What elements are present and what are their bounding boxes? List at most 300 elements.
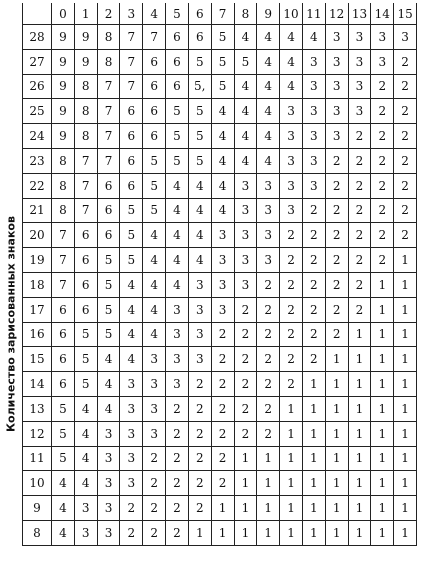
table-cell: 3 xyxy=(325,49,348,74)
table-cell: 2 xyxy=(302,322,325,347)
row-label: 15 xyxy=(23,347,52,372)
table-cell: 7 xyxy=(97,124,120,149)
column-header: 4 xyxy=(143,3,166,25)
table-cell: 3 xyxy=(166,347,189,372)
table-cell: 1 xyxy=(348,322,371,347)
table-cell: 6 xyxy=(143,124,166,149)
table-cell: 1 xyxy=(280,520,303,545)
table-cell: 3 xyxy=(257,223,280,248)
table-cell: 1 xyxy=(371,347,394,372)
table-cell: 1 xyxy=(257,471,280,496)
column-header: 10 xyxy=(280,3,303,25)
table-cell: 7 xyxy=(74,148,97,173)
table-cell: 1 xyxy=(348,471,371,496)
table-cell: 3 xyxy=(143,396,166,421)
table-cell: 4 xyxy=(188,248,211,273)
table-row xyxy=(23,322,417,347)
table-cell: 1 xyxy=(325,520,348,545)
table-cell: 4 xyxy=(52,520,75,545)
table-cell: 7 xyxy=(120,25,143,50)
row-label: 20 xyxy=(23,223,52,248)
table-cell: 9 xyxy=(52,99,75,124)
table-cell: 4 xyxy=(120,297,143,322)
table-cell: 4 xyxy=(302,25,325,50)
table-cell: 5 xyxy=(166,124,189,149)
table-cell: 6 xyxy=(74,248,97,273)
row-label: 22 xyxy=(23,173,52,198)
table-cell: 3 xyxy=(371,25,394,50)
row-label: 13 xyxy=(23,396,52,421)
table-row xyxy=(23,347,417,372)
table-cell: 4 xyxy=(166,173,189,198)
table-cell: 2 xyxy=(394,99,417,124)
table-cell: 1 xyxy=(302,496,325,521)
table-cell: 2 xyxy=(188,421,211,446)
table-cell: 2 xyxy=(120,496,143,521)
table-cell: 4 xyxy=(143,297,166,322)
table-cell: 2 xyxy=(371,198,394,223)
table-cell: 2 xyxy=(257,372,280,397)
table-cell: 2 xyxy=(325,198,348,223)
column-header: 3 xyxy=(120,3,143,25)
table-cell: 1 xyxy=(211,520,234,545)
table-cell: 1 xyxy=(348,496,371,521)
table-cell: 1 xyxy=(302,520,325,545)
table-cell: 2 xyxy=(257,297,280,322)
table-cell: 2 xyxy=(280,322,303,347)
table-cell: 3 xyxy=(143,421,166,446)
side-axis-label-text: Количество зарисованных знаков xyxy=(4,216,18,433)
header-row xyxy=(23,3,417,25)
table-cell: 2 xyxy=(325,322,348,347)
row-label: 27 xyxy=(23,49,52,74)
table-cell: 4 xyxy=(257,124,280,149)
table-cell: 1 xyxy=(394,396,417,421)
table-cell: 4 xyxy=(143,272,166,297)
table-cell: 5, xyxy=(188,74,211,99)
table-cell: 2 xyxy=(234,297,257,322)
table-cell: 4 xyxy=(280,25,303,50)
row-label: 26 xyxy=(23,74,52,99)
table-cell: 6 xyxy=(143,49,166,74)
table-row xyxy=(23,372,417,397)
table-cell: 3 xyxy=(211,272,234,297)
table-cell: 7 xyxy=(120,49,143,74)
table-cell: 5 xyxy=(74,372,97,397)
table-cell: 2 xyxy=(280,272,303,297)
table-cell: 1 xyxy=(211,496,234,521)
table-cell: 6 xyxy=(74,297,97,322)
column-header: 2 xyxy=(97,3,120,25)
table-cell: 2 xyxy=(302,223,325,248)
table-cell: 2 xyxy=(257,421,280,446)
table-cell: 2 xyxy=(234,322,257,347)
table-cell: 4 xyxy=(166,272,189,297)
table-cell: 4 xyxy=(280,49,303,74)
table-cell: 3 xyxy=(280,99,303,124)
table-cell: 6 xyxy=(166,74,189,99)
table-cell: 2 xyxy=(325,248,348,273)
table-cell: 2 xyxy=(280,372,303,397)
table-cell: 5 xyxy=(97,248,120,273)
column-header: 11 xyxy=(302,3,325,25)
table-cell: 4 xyxy=(211,99,234,124)
table-cell: 4 xyxy=(188,198,211,223)
table-cell: 3 xyxy=(234,248,257,273)
table-cell: 2 xyxy=(188,496,211,521)
table-cell: 1 xyxy=(280,446,303,471)
table-cell: 4 xyxy=(257,148,280,173)
table-cell: 1 xyxy=(234,520,257,545)
table-cell: 3 xyxy=(280,124,303,149)
table-cell: 2 xyxy=(211,421,234,446)
table-row xyxy=(23,198,417,223)
table-cell: 5 xyxy=(211,74,234,99)
table-cell: 8 xyxy=(74,99,97,124)
table-cell: 3 xyxy=(97,471,120,496)
table-cell: 2 xyxy=(143,446,166,471)
table-cell: 4 xyxy=(120,322,143,347)
table-cell: 4 xyxy=(211,198,234,223)
table-cell: 3 xyxy=(325,74,348,99)
table-cell: 6 xyxy=(74,272,97,297)
table-cell: 2 xyxy=(348,198,371,223)
table-cell: 4 xyxy=(211,173,234,198)
table-row xyxy=(23,248,417,273)
table-cell: 4 xyxy=(166,223,189,248)
table-cell: 5 xyxy=(211,49,234,74)
table-cell: 2 xyxy=(234,347,257,372)
table-cell: 2 xyxy=(143,471,166,496)
table-cell: 2 xyxy=(211,347,234,372)
table-cell: 6 xyxy=(52,297,75,322)
table-cell: 3 xyxy=(188,322,211,347)
table-cell: 2 xyxy=(371,148,394,173)
table-cell: 3 xyxy=(97,496,120,521)
column-header: 1 xyxy=(74,3,97,25)
table-cell: 1 xyxy=(325,471,348,496)
table-cell: 5 xyxy=(120,248,143,273)
table-cell: 6 xyxy=(188,25,211,50)
table-cell: 1 xyxy=(394,421,417,446)
table-row xyxy=(23,124,417,149)
table-cell: 1 xyxy=(394,272,417,297)
table-cell: 1 xyxy=(394,471,417,496)
table-cell: 3 xyxy=(120,471,143,496)
table-body xyxy=(23,25,417,546)
table-cell: 2 xyxy=(211,322,234,347)
table-cell: 4 xyxy=(257,25,280,50)
table-cell: 3 xyxy=(97,520,120,545)
side-axis-label xyxy=(4,0,18,579)
row-label: 16 xyxy=(23,322,52,347)
table-cell: 1 xyxy=(234,471,257,496)
table-cell: 1 xyxy=(325,446,348,471)
table-cell: 1 xyxy=(257,520,280,545)
table-cell: 2 xyxy=(302,297,325,322)
table-cell: 2 xyxy=(120,520,143,545)
table-cell: 2 xyxy=(371,223,394,248)
table-cell: 1 xyxy=(371,471,394,496)
table-cell: 7 xyxy=(143,25,166,50)
table-cell: 3 xyxy=(234,272,257,297)
table-cell: 1 xyxy=(394,496,417,521)
table-cell: 2 xyxy=(257,347,280,372)
table-row xyxy=(23,99,417,124)
table-cell: 7 xyxy=(97,74,120,99)
table-cell: 1 xyxy=(394,347,417,372)
table-cell: 3 xyxy=(234,173,257,198)
table-cell: 6 xyxy=(74,223,97,248)
table-cell: 3 xyxy=(166,322,189,347)
table-cell: 6 xyxy=(97,198,120,223)
table-cell: 2 xyxy=(166,446,189,471)
data-table xyxy=(22,3,417,546)
table-cell: 2 xyxy=(143,496,166,521)
table-cell: 2 xyxy=(348,248,371,273)
table-row xyxy=(23,471,417,496)
table-cell: 1 xyxy=(325,396,348,421)
table-cell: 4 xyxy=(211,148,234,173)
table-cell: 1 xyxy=(302,372,325,397)
table-cell: 2 xyxy=(348,223,371,248)
table-cell: 5 xyxy=(74,347,97,372)
table-cell: 3 xyxy=(302,49,325,74)
table-cell: 4 xyxy=(74,471,97,496)
table-cell: 7 xyxy=(74,173,97,198)
table-cell: 1 xyxy=(371,496,394,521)
table-cell: 3 xyxy=(302,173,325,198)
table-cell: 3 xyxy=(302,124,325,149)
table-cell: 4 xyxy=(166,198,189,223)
table-cell: 1 xyxy=(348,520,371,545)
table-cell: 3 xyxy=(257,248,280,273)
table-cell: 1 xyxy=(348,372,371,397)
table-cell: 1 xyxy=(302,446,325,471)
table-cell: 5 xyxy=(143,173,166,198)
table-cell: 3 xyxy=(120,446,143,471)
table-row xyxy=(23,223,417,248)
table-cell: 2 xyxy=(166,520,189,545)
table-cell: 4 xyxy=(120,347,143,372)
table-cell: 5 xyxy=(52,396,75,421)
table-cell: 2 xyxy=(302,347,325,372)
table-cell: 2 xyxy=(280,297,303,322)
table-cell: 5 xyxy=(74,322,97,347)
column-header: 9 xyxy=(257,3,280,25)
table-cell: 1 xyxy=(394,248,417,273)
table-cell: 3 xyxy=(211,248,234,273)
table-cell: 1 xyxy=(371,272,394,297)
table-cell: 2 xyxy=(348,173,371,198)
table-cell: 2 xyxy=(394,124,417,149)
table-cell: 1 xyxy=(394,372,417,397)
table-cell: 2 xyxy=(143,520,166,545)
table-cell: 5 xyxy=(97,272,120,297)
table-cell: 3 xyxy=(371,49,394,74)
table-cell: 3 xyxy=(211,297,234,322)
table-cell: 2 xyxy=(188,372,211,397)
table-cell: 2 xyxy=(371,173,394,198)
table-cell: 6 xyxy=(52,322,75,347)
table-cell: 3 xyxy=(394,25,417,50)
table-cell: 4 xyxy=(166,248,189,273)
table-cell: 2 xyxy=(280,347,303,372)
table-cell: 4 xyxy=(143,248,166,273)
table-cell: 4 xyxy=(234,74,257,99)
table-cell: 8 xyxy=(52,148,75,173)
table-cell: 5 xyxy=(143,198,166,223)
table-cell: 2 xyxy=(348,124,371,149)
table-cell: 4 xyxy=(97,396,120,421)
table-cell: 2 xyxy=(188,396,211,421)
table-cell: 2 xyxy=(188,446,211,471)
row-label: 24 xyxy=(23,124,52,149)
row-label: 12 xyxy=(23,421,52,446)
table-row xyxy=(23,74,417,99)
table-cell: 4 xyxy=(257,99,280,124)
table-cell: 2 xyxy=(302,248,325,273)
table-cell: 9 xyxy=(52,25,75,50)
row-label: 17 xyxy=(23,297,52,322)
table-cell: 7 xyxy=(52,272,75,297)
table-cell: 3 xyxy=(257,198,280,223)
table-cell: 3 xyxy=(257,173,280,198)
table-cell: 3 xyxy=(348,99,371,124)
table-cell: 4 xyxy=(52,471,75,496)
table-cell: 6 xyxy=(166,49,189,74)
table-cell: 2 xyxy=(348,272,371,297)
table-cell: 3 xyxy=(120,372,143,397)
table-cell: 4 xyxy=(74,446,97,471)
table-cell: 6 xyxy=(143,74,166,99)
table-cell: 1 xyxy=(394,446,417,471)
table-cell: 5 xyxy=(166,148,189,173)
table-cell: 3 xyxy=(234,198,257,223)
table-cell: 2 xyxy=(325,272,348,297)
table-row xyxy=(23,446,417,471)
table-row xyxy=(23,49,417,74)
table-cell: 1 xyxy=(394,520,417,545)
table-row xyxy=(23,297,417,322)
table-cell: 2 xyxy=(371,99,394,124)
table-cell: 3 xyxy=(325,25,348,50)
table-cell: 7 xyxy=(52,248,75,273)
row-label: 28 xyxy=(23,25,52,50)
table-cell: 4 xyxy=(234,25,257,50)
table-cell: 9 xyxy=(52,124,75,149)
table-cell: 1 xyxy=(371,372,394,397)
table-cell: 2 xyxy=(394,198,417,223)
table-cell: 1 xyxy=(394,297,417,322)
table-cell: 7 xyxy=(74,198,97,223)
table-cell: 3 xyxy=(234,223,257,248)
row-label: 21 xyxy=(23,198,52,223)
table-cell: 1 xyxy=(280,471,303,496)
table-cell: 4 xyxy=(211,124,234,149)
table-cell: 3 xyxy=(188,347,211,372)
table-cell: 2 xyxy=(302,198,325,223)
table-cell: 4 xyxy=(234,99,257,124)
table-row xyxy=(23,148,417,173)
table-cell: 3 xyxy=(302,99,325,124)
table-cell: 2 xyxy=(188,471,211,496)
table-row xyxy=(23,25,417,50)
table-cell: 2 xyxy=(234,396,257,421)
table-cell: 1 xyxy=(325,347,348,372)
table-cell: 4 xyxy=(234,148,257,173)
table-cell: 5 xyxy=(234,49,257,74)
table-cell: 4 xyxy=(143,223,166,248)
table-cell: 6 xyxy=(97,223,120,248)
table-cell: 3 xyxy=(302,74,325,99)
table-cell: 3 xyxy=(120,421,143,446)
table-cell: 2 xyxy=(371,124,394,149)
table-cell: 2 xyxy=(234,372,257,397)
table-cell: 8 xyxy=(74,124,97,149)
column-header: 7 xyxy=(211,3,234,25)
table-cell: 5 xyxy=(211,25,234,50)
table-cell: 2 xyxy=(371,74,394,99)
table-cell: 3 xyxy=(348,49,371,74)
table-cell: 1 xyxy=(325,421,348,446)
table-cell: 1 xyxy=(371,322,394,347)
table-cell: 8 xyxy=(52,173,75,198)
table-cell: 3 xyxy=(280,198,303,223)
table-cell: 3 xyxy=(211,223,234,248)
table-cell: 4 xyxy=(280,74,303,99)
column-header: 6 xyxy=(188,3,211,25)
table-cell: 2 xyxy=(348,297,371,322)
table-cell: 9 xyxy=(52,49,75,74)
table-cell: 5 xyxy=(97,297,120,322)
table-cell: 6 xyxy=(52,372,75,397)
table-cell: 9 xyxy=(74,25,97,50)
table-cell: 2 xyxy=(166,396,189,421)
table-cell: 2 xyxy=(325,223,348,248)
table-cell: 3 xyxy=(280,173,303,198)
table-cell: 1 xyxy=(302,396,325,421)
table-cell: 2 xyxy=(211,396,234,421)
table-cell: 1 xyxy=(257,446,280,471)
table-cell: 1 xyxy=(371,446,394,471)
row-label: 8 xyxy=(23,520,52,545)
table-row xyxy=(23,272,417,297)
table-cell: 4 xyxy=(234,124,257,149)
table-cell: 3 xyxy=(325,124,348,149)
table-cell: 1 xyxy=(280,421,303,446)
table-cell: 2 xyxy=(211,372,234,397)
table-cell: 2 xyxy=(302,272,325,297)
column-header: 15 xyxy=(394,3,417,25)
table-cell: 3 xyxy=(325,99,348,124)
row-label: 14 xyxy=(23,372,52,397)
table-cell: 8 xyxy=(52,198,75,223)
row-label: 10 xyxy=(23,471,52,496)
table-cell: 1 xyxy=(257,496,280,521)
table-cell: 5 xyxy=(188,99,211,124)
table-cell: 6 xyxy=(97,173,120,198)
table-cell: 6 xyxy=(120,173,143,198)
table-row xyxy=(23,520,417,545)
table-cell: 8 xyxy=(74,74,97,99)
table-cell: 7 xyxy=(97,148,120,173)
table-cell: 2 xyxy=(325,148,348,173)
table-cell: 2 xyxy=(257,272,280,297)
row-label: 18 xyxy=(23,272,52,297)
table-cell: 3 xyxy=(143,347,166,372)
table-cell: 1 xyxy=(348,347,371,372)
